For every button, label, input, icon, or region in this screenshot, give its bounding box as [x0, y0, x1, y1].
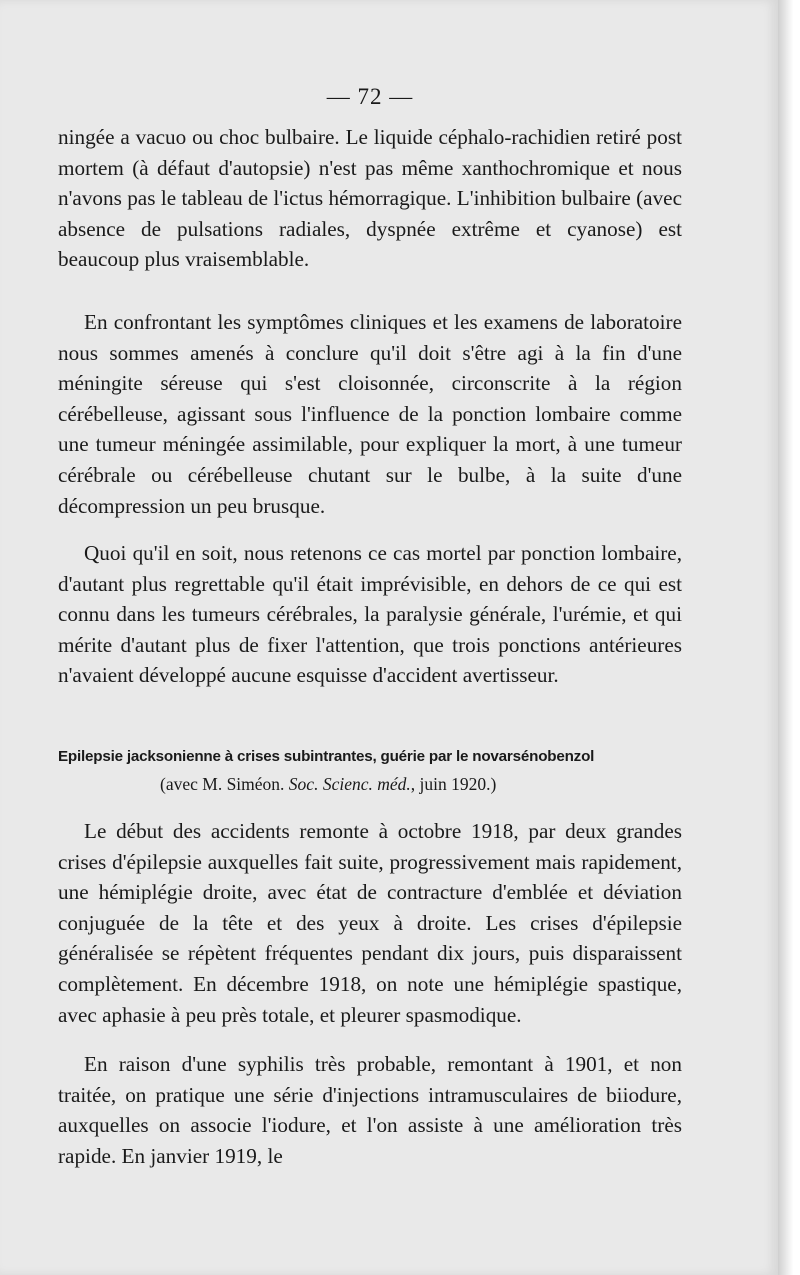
paragraph-case-start [58, 816, 682, 1030]
paragraph-conclusion [58, 307, 682, 521]
paragraph-text: En confrontant les symptômes cliniques et les examens de laboratoire nous sommes amenés à conclure qu'il doit s'être agi à la fin d'une méningite séreuse qui s'est cloisonnée, circonscrite à la région cérébelleuse, agissant sous l'influence de la ponction lombaire comme une tumeur méningée assimilable, pour expliquer la mort, à une tumeur cérébrale ou cérébelleuse chutant sur le bulbe, à la suite d'une décompression un peu brusque. [58, 310, 682, 518]
paragraph-continuation [58, 122, 682, 275]
reference-date: , juin 1920.) [410, 774, 497, 794]
paragraph-retention [58, 538, 682, 691]
section-heading: Epilepsie jacksonienne à crises subintrantes, guérie par le novarsénobenzol [58, 748, 595, 765]
paragraph-treatment [58, 1049, 682, 1171]
reference-authors: (avec M. Siméon. [160, 774, 289, 794]
paragraph-text: Quoi qu'il en soit, nous retenons ce cas mortel par ponction lombaire, d'autant plus regrettable qu'il était imprévisible, en dehors de ce qui est connu dans les tumeurs cérébrales, la paralysie générale, l'urémie, et qui mérite d'autant plus de fixer l'attention, que trois ponctions antérieures n'avaient développé aucune esquisse d'accident avertisseur. [58, 541, 682, 688]
reference-journal: Soc. Scienc. méd. [288, 774, 411, 794]
paragraph-text: ningée a vacuo ou choc bulbaire. Le liquide céphalo-rachidien retiré post mortem (à défaut d'autopsie) n'est pas même xanthochromique et nous n'avons pas le tableau de l'ictus hémorragique. L'inhibition bulbaire (avec absence de pulsations radiales, dyspnée extrême et cyanose) est beaucoup plus vraisemblable. [58, 125, 682, 272]
paragraph-text: Le début des accidents remonte à octobre 1918, par deux grandes crises d'épilepsie auxquelles fait suite, progressivement mais rapidement, une hémiplégie droite, avec état de contracture d'emblée et déviation conjuguée de la tête et des yeux à droite. Les crises d'épilepsie généralisée se répètent fréquentes pendant dix jours, puis disparaissent complètement. En décembre 1918, on note une hémiplégie spastique, avec aphasie à peu près totale, et pleurer spasmodique. [58, 819, 682, 1027]
section-reference [160, 774, 496, 795]
page-number: — 72 — [326, 84, 414, 109]
paragraph-text: En raison d'une syphilis très probable, remontant à 1901, et non traitée, on pratique une série d'injections intramusculaires de biiodure, auxquelles on associe l'iodure, et l'on assiste à une amélioration très rapide. En janvier 1919, le [58, 1052, 682, 1168]
page-edge [778, 0, 800, 1275]
